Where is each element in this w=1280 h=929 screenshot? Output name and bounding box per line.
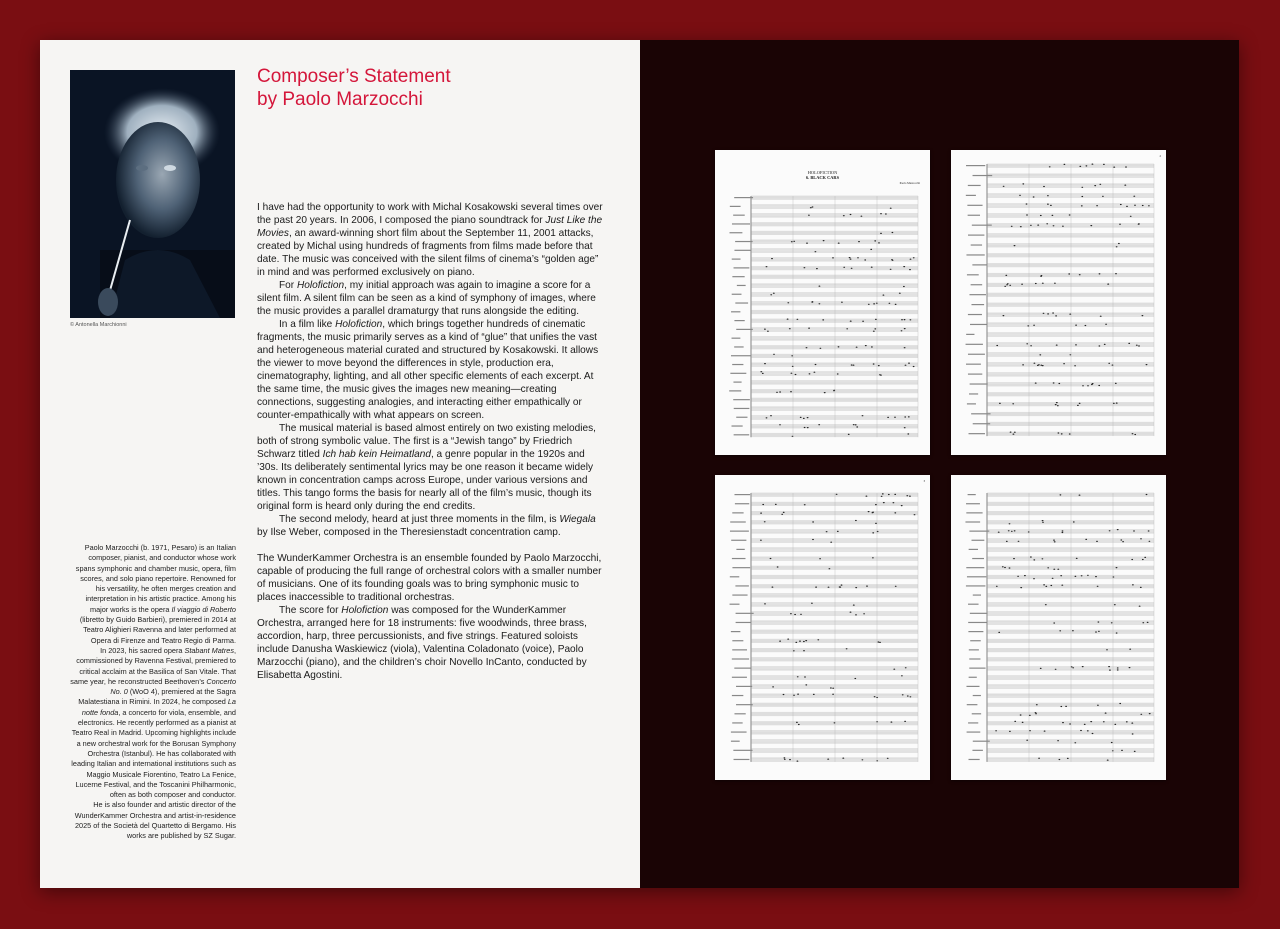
score-page-1 xyxy=(715,150,930,455)
composer-portrait xyxy=(70,70,235,318)
score-page-4 xyxy=(951,475,1166,780)
paragraph-6: The WunderKammer Orchestra is an ensemble founded by Paolo Marzocchi, capable of producing the full range of orchestral colors with a smaller number of musicians. One of its founding goals was to bring symphonic music to places inaccessible to traditional orchestras. xyxy=(257,553,602,603)
score-staves xyxy=(951,475,1166,780)
score-page-3 xyxy=(715,475,930,780)
left-page xyxy=(40,40,640,888)
paragraph-1: I have had the opportunity to work with Michal Kosakowski several times over the past 20 years. In 2006, I composed the piano soundtrack for Just Like the Movies, an award-winning short film about the September 11, 2001 attacks, created by Michal using hundreds of fragments from films made before that date. The music was conceived with the silent films of cinema’s “golden age” in mind and was performed exclusively on piano. xyxy=(257,202,603,278)
score-composer: Paolo Marzocchi xyxy=(899,181,920,185)
statement-body xyxy=(257,201,607,682)
bio-paragraph-1: Paolo Marzocchi (b. 1971, Pesaro) is an Italian composer, pianist, and conductor whose work spans symphonic and chamber music, opera, film scores, and solo piano repertoire. Renowned for his versatility, he often merges creation and interpretation in his artistic practice. Among his major works is the opera Il viaggio di Roberto (libretto by Guido Barbieri), premiered in 2014 at Teatro Alighieri Ravenna and later performed at Opera di Firenze and Teatro Regio di Parma. xyxy=(75,543,236,645)
paragraph-3: In a film like Holofiction, which brings together hundreds of cinematic fragments, the music primarily serves as a kind of “glue” that unifies the vast and heterogeneous material curated and structured by Kosakowski. It allows the viewer to move beyond the differences in style, production era, cinematography, lighting, and all other specific elements of each excerpt. At the same time, the music gives the images new meaning—creating connections, suggesting analogies, and interacting either empathically or counter-empathically with what appears on screen. xyxy=(257,319,599,421)
bio-paragraph-2: In 2023, his sacred opera Stabant Matres, commissioned by Ravenna Festival, premiered to critical acclaim at the Basilica of San Vitale. That same year, he reconstructed Beethoven’s Concerto No. 0 (WoO 4), premiered at the Sagra Malatestiana in Rimini. In 2024, he composed La notte fonda, a concerto for viola, ensemble, and electronics. He recently performed as a pianist at Teatro Real in Madrid. Upcoming highlights include a new orchestral work for the Borusan Symphony Orchestra (Istanbul). He has collaborated with leading Italian and international institutions such as Maggio Musicale Fiorentino, Teatro La Fenice, Lucerne Festival, and the Toscanini Philharmonic, often as both composer and conductor. xyxy=(70,645,236,800)
paragraph-7: The score for Holofiction was composed for the WunderKammer Orchestra, arranged here for 18 instruments: five woodwinds, three brass, accordion, harp, three percussionists, and five strings. Featured soloists include Danusha Waskiewicz (viola), Valentina Coladonato (voice), Paolo Marzocchi (piano), and the children’s choir Novello InCanto, conducted by Elisabetta Agostini. xyxy=(257,605,587,681)
page-title xyxy=(257,65,597,111)
photo-credit: © Antonella Marchionni xyxy=(70,322,127,328)
score-staves xyxy=(715,150,930,455)
score-page-2 xyxy=(951,150,1166,455)
score-title: HOLOFICTION xyxy=(807,170,838,175)
composer-bio xyxy=(70,543,236,842)
score-page-number: 3 xyxy=(923,479,925,483)
score-staves xyxy=(715,475,930,780)
bio-paragraph-3: He is also founder and artistic director of the WunderKammer Orchestra and artist-in-residence 2025 of the Società del Quartetto di Bergamo. His works are published by SZ Sugar. xyxy=(74,800,236,841)
score-staves xyxy=(951,150,1166,455)
right-page xyxy=(640,40,1239,888)
score-page-number: 2 xyxy=(1159,154,1161,158)
portrait-illustration xyxy=(70,70,235,318)
title-line-1: Composer’s Statement xyxy=(257,66,451,87)
paragraph-4: The musical material is based almost entirely on two existing melodies, both of strong symbolic value. The first is a “Jewish tango” by Friedrich Schwarz titled Ich hab kein Heimatland, a genre popular in the 1920s and ’30s. Its deliberately sentimental lyrics may be one reason it became widely known in concentration camps across Europe, under various versions and titles. This tango forms the basis for nearly all of the film’s music, though its original form is heard only during the end credits. xyxy=(257,423,596,512)
paragraph-2: For Holofiction, my initial approach was again to imagine a score for a silent film. A silent film can be seen as a kind of symphony of images, where the music provides a parallel dramaturgy that runs alongside the editing. xyxy=(257,280,596,317)
title-line-2: by Paolo Marzocchi xyxy=(257,89,423,110)
score-subtitle: 6. BLACK CARS xyxy=(805,175,840,180)
paragraph-5: The second melody, heard at just three moments in the film, is Wiegala by Ilse Weber, composed in the Theresienstadt concentration camp. xyxy=(257,514,596,538)
book-spread xyxy=(40,40,1239,888)
